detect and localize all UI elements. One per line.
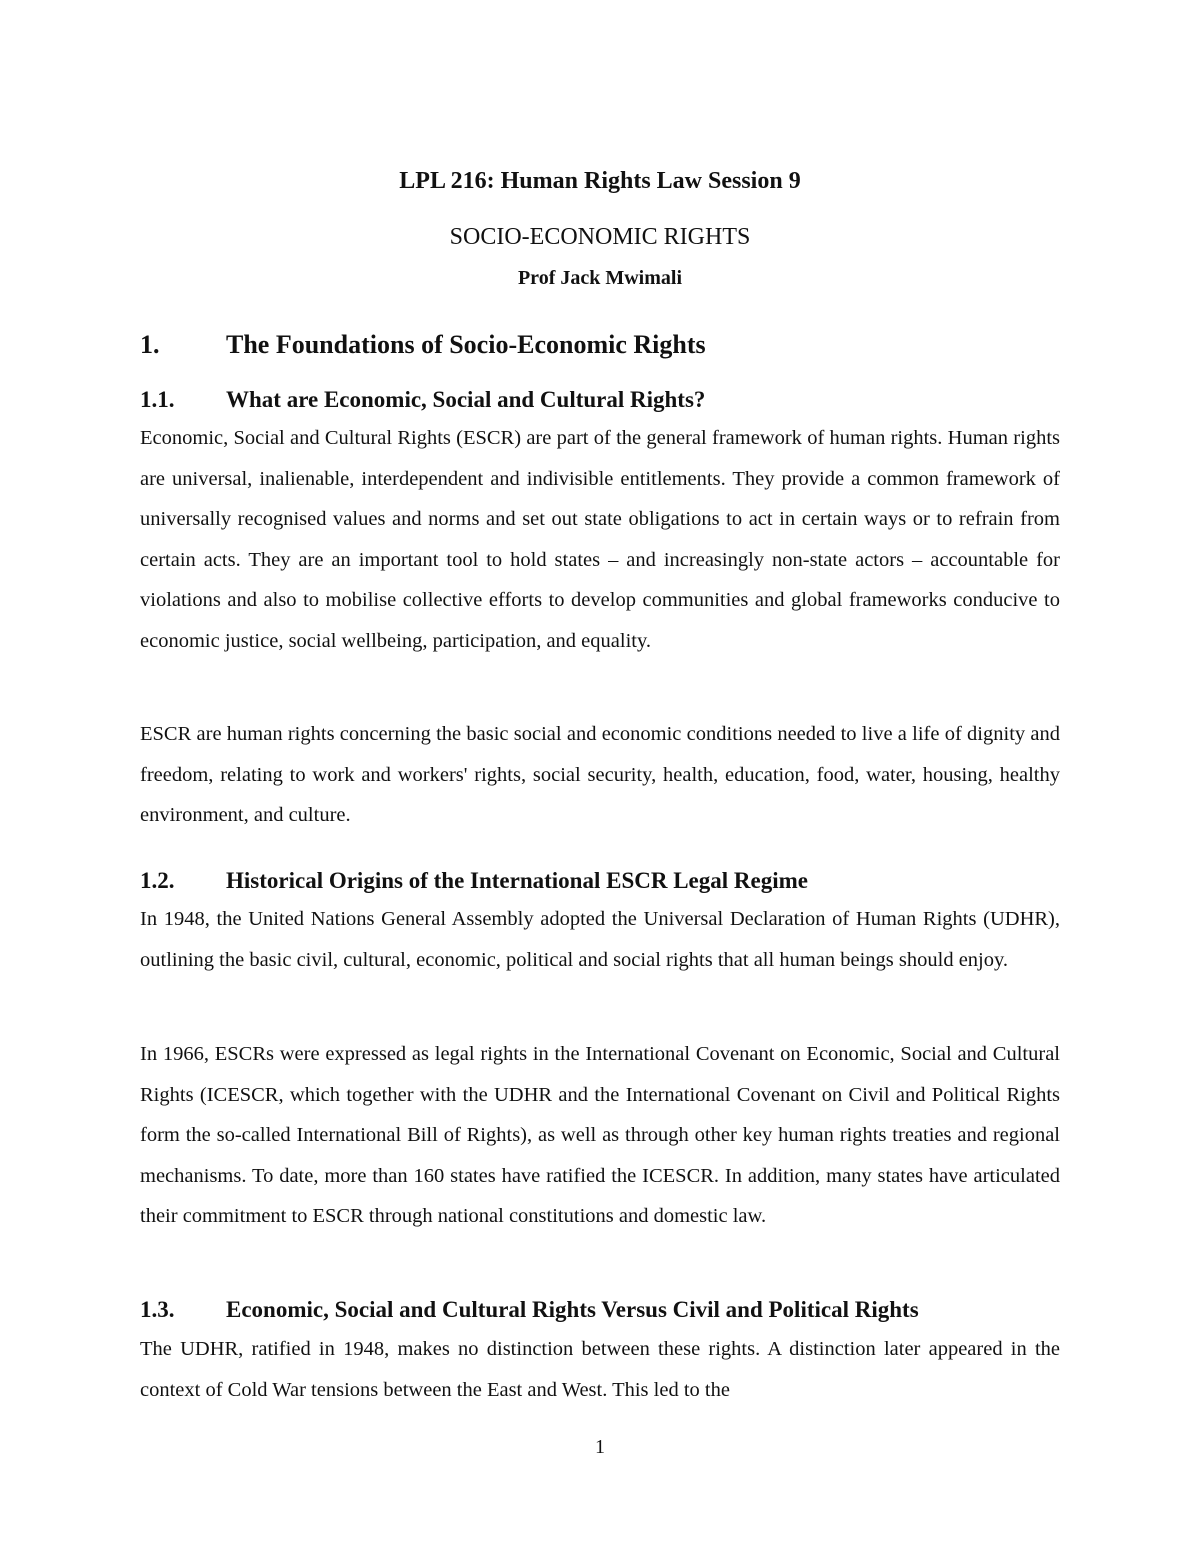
subsection-heading-1-3 (140, 1295, 1080, 1325)
subsection-number: 1.2. (140, 868, 175, 893)
paragraph: In 1948, the United Nations General Assembly adopted the Universal Declaration of Human Rights (UDHR), outlining the basic civil, cultural, economic, political and social rights that all human beings should enjoy. (140, 908, 1060, 971)
document-subtitle: SOCIO-ECONOMIC RIGHTS (449, 224, 751, 250)
subsection-heading-1-2 (140, 866, 1080, 896)
document-author: Prof Jack Mwimali (517, 267, 683, 289)
subsection-heading-1-1 (140, 385, 1080, 415)
section-heading-1 (140, 329, 1080, 361)
section-number: 1. (140, 330, 160, 359)
subsection-title: Historical Origins of the International ESCR Legal Regime (226, 868, 808, 893)
section-title: The Foundations of Socio-Economic Rights (226, 330, 706, 359)
page-number: 1 (595, 1436, 605, 1458)
subsection-number: 1.3. (140, 1297, 175, 1322)
subsection-title: What are Economic, Social and Cultural Rights? (226, 387, 706, 412)
document-title: LPL 216: Human Rights Law Session 9 (399, 168, 801, 194)
paragraph: In 1966, ESCRs were expressed as legal rights in the International Covenant on Economic, Social and Cultural Rights (ICESCR, which together with the UDHR and the International Covenant on Civil and Political Rights form the so-called International Bill of Rights), as well as through other key human rights treaties and regional mechanisms. To date, more than 160 states have ratified the ICESCR. In addition, many states have articulated their commitment to ESCR through national constitutions and domestic law. (140, 1043, 1060, 1227)
paragraph: The UDHR, ratified in 1948, makes no distinction between these rights. A distinction later appeared in the context of Cold War tensions between the East and West. This led to the (140, 1338, 1060, 1401)
paragraph: ESCR are human rights concerning the basic social and economic conditions needed to live a life of dignity and freedom, relating to work and workers' rights, social security, health, education, food, water, housing, healthy environment, and culture. (140, 723, 1060, 826)
subsection-title: Economic, Social and Cultural Rights Versus Civil and Political Rights (226, 1297, 919, 1322)
subsection-number: 1.1. (140, 387, 175, 412)
paragraph: Economic, Social and Cultural Rights (ESCR) are part of the general framework of human rights. Human rights are universal, inalienable, interdependent and indivisible entitlements. They provide a common framework of universally recognised values and norms and set out state obligations to act in certain ways or to refrain from certain acts. They are an important tool to hold states – and increasingly non-state actors – accountable for violations and also to mobilise collective efforts to develop communities and global frameworks conducive to economic justice, social wellbeing, participation, and equality. (140, 427, 1060, 652)
